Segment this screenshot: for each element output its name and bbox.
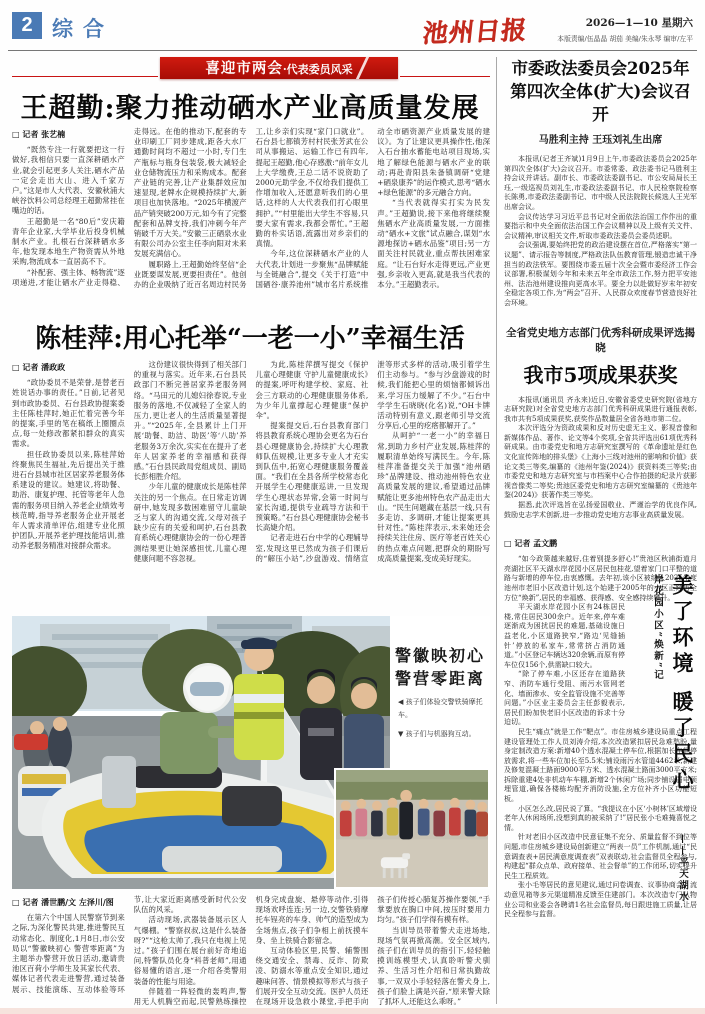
masthead-logo: 池州日报 bbox=[421, 15, 529, 48]
photo-caption-1: ◀ 孩子们体验交警铁骑摩托车。 bbox=[398, 698, 483, 719]
paragraph: 本报讯(通讯员 齐永来)近日,安徽省委党史研究院(省地方志研究院)对全省党史地方志部门优秀科研成果进行通报表彰,我市共有5项成果获奖,获奖作品数量居全省各地市第二位。 bbox=[504, 395, 697, 423]
paragraph: 今年,这位深耕硒水产业的人大代表,计划进一步聚焦“品牌赋能与全链融合”,提交《关于打造“中国硒谷·康养池州”城市名片系统推动全市硒资源产业质量发展的建议》。为了让建议更具操作性,他深入石台抽水蓄能电站项目现场,实地了解绿色能源与硒水产业的联动;再赴青阳县朱备镇调研“党建+硒泉康养”的运作模式,思考“硒水+绿色能源”的多元融合方向。 bbox=[255, 127, 490, 290]
vertical-title-main: 美了环境 暖了民心 bbox=[670, 574, 695, 795]
paragraph: 少年儿童的健康成长是陈桂萍关注的另一个焦点。在日常走访调研中,她发现多数困难留守儿童缺乏与家人的沟通交流,父母对孩子缺少应有的关爱和呵护,石台县教育系统心理健康协会的一份心理普测结果更让她深感担忧,儿童心理健康问题不容忽视。 bbox=[133, 482, 247, 563]
vertical-title-subtitle: ——平天湖水岸花园小区“焕新”记 bbox=[652, 574, 688, 903]
paragraph: 当训导员带着警犬走进场地,现场气氛再掀高潮。安全区域内,孩子们在训导员的指引下,轻轻触摸训练模型犬,认真聆听警犬驯养、生活习性介绍和日常执勤故事,一双双小手轻轻落在警犬身上,孩子们脸上满是兴奋,“原来警犬除了抓坏人,还能这么乖呀。” bbox=[377, 925, 490, 1007]
article2-headline: 陈桂萍:用心托举“一老一小”幸福生活 bbox=[35, 324, 465, 354]
right-article1-title-line1: 市委政法委员会2025年 bbox=[511, 59, 690, 78]
publication-date: 2026—1—10 星期六 bbox=[585, 17, 693, 29]
paragraph: 小区怎么改,居民说了算。“我提议在小区‘小树林’区域增设老年人休闲场所,没想到真的被采纳了!”居民张小毛难掩喜悦之情。 bbox=[504, 804, 697, 832]
paragraph: “当代表就得实打实为民发声。”王超勤说,接下来他将继续聚焦硒水产业高质量发展,一方面推动“硒水+文旅”试点融合,谋划“水源地探访+硒水品鉴”项目;另一方面关注村民就业,重点帮扶困难家庭。“让石台好水走得更远,产业更强,乡亲收入更高,就是我当代表的本分。”王超勤表示。 bbox=[377, 198, 490, 290]
paragraph: 记者走进石台中学的心理辅导室,发现这里已然成为孩子们课后的“解压小站”,沙盘游戏、情绪宣泄等形式多样的活动,吸引着学生们主动参与。“参与沙盘游戏的时候,我们能把心里的烦恼都倾诉出来,学习压力缓解了不少。”石台中学学生石晓晓(化名)说,“OH卡牌活动特别有意义,跟老师引导交流分享后,心里的疙瘩都解开了。” bbox=[255, 360, 490, 563]
paragraph: 活动现场,武器装备展示区人气爆棚。“警察叔叔,这是什么装备呀?”“这枪太帅了,我只在电视上见过。”孩子们围在展台前好奇地追问,特警队员化身“科普老师”,用通俗易懂的语言,逐一介绍各类警用装备的性能与用途。 bbox=[133, 915, 247, 986]
paragraph: “如今政策越来越好,住着别提多舒心!”贵池区秋浦街道月亮湖社区平天湖水岸花园小区居民包桂花,望着家门口平整的道路与新增的停车位,由衷感慨。去年初,该小区被纳入2025年度池州市老旧小区改造计划,这个始建于2005年的小区正经历全方位“焕新”,居民的幸福感、获得感、安全感持续攀升。 bbox=[504, 555, 697, 602]
paragraph: “既然专注一行就要把这一行做好,我相信只要一直深耕硒水产业,就会引起更多人关注,硒水产品一定会走出大山、进入千家万户。”这是市人大代表、安徽秋浦大峡谷饮料公司总经理王超勤常挂在嘴边的话。 bbox=[12, 145, 125, 216]
banner-line-right bbox=[400, 76, 490, 77]
right-article2-eyebrow: 全省党史地方志部门优秀科研成果评选揭晓 bbox=[506, 326, 695, 354]
photo-kids-robot-dog bbox=[334, 768, 490, 889]
page-bottom-strip bbox=[0, 1008, 705, 1014]
article1-byline: □ 记者 张艺楠 bbox=[12, 129, 66, 139]
right-article1-body bbox=[504, 155, 697, 309]
paragraph: 张小毛等居民的意见建议,通过问卷调查、议事协商会、流动意见箱等多元渠道精准反馈至住建部门。本次改造专门从物业公司和业委会各聘请1名社会监督员,每日跟进施工质量,让居民全程参与监督。 bbox=[504, 881, 697, 919]
paragraph: 这份建议很快得到了相关部门的重视与落实。近年来,石台县民政部门不断完善居家养老服务网络。“马田元的儿媳妇徐春说,专业服务的落地,不仅减轻了全家人的压力,更让老人的生活质量显著提升。”“2025年,全县累计上门开展‘助餐、助洁、助医’等‘八助’养老服务3万余次,实实在在提升了老年人居家养老的幸福感和获得感。”石台县民政局党组成员、副局长彭相胜介绍。 bbox=[133, 360, 247, 482]
paragraph: 提案提交后,石台县教育部门将县教育系统心理协会更名为石台县心理健康协会,持续扩大心理教师队伍规模,让更多专业人才充实到队伍中,拓宽心理健康服务覆盖面。“我们在全县各所学校常态化开展学生心理健康巡讲,一旦发现学生心理状态异常,会第一时间与家长沟通,提供专业疏导方法和干预策略。”石台县心理健康协会秘书长高婕介绍。 bbox=[255, 421, 369, 533]
paragraph: 民生“痛点”就是工作“靶点”。市住房城乡建设局重点工程建设管理处工作人员刘涛介绍,本次改造紧扣居民急难愁盼,量身定制改造方案:新增40个透水混凝土停车位,根据加长车辆停放需求,将一些车位加长至5.5米;铺设雨污水管道4462米,新建及修复混凝土路面9000平方米、透水混凝土路面3000平方米;拆除重建4处非机动车车棚,新增2个休闲广场;同步铺设弱电预埋管道,确保各楼栋均配齐消防设施,全方位补齐小区功能短板。 bbox=[504, 727, 697, 804]
photo-title-line2: 警营零距离 bbox=[394, 669, 485, 688]
paragraph: 担任政协委员以来,陈桂萍始终聚焦民生福祉,先后提出关于推进石台县城市社区居家养老服务体系建设的建议。她建议,将助餐、助浴、康复护理、托管等老年人急需的服务项目纳入养老企业绩效考核范畴,指导养老服务企业开展老年人需求清单评估,组建专业化照护团队,开展养老护理技能培训,推动养老服务精准对接群众需求。 bbox=[12, 449, 125, 551]
banner-main-text: 喜迎市两会 bbox=[205, 60, 283, 77]
right-article-awards bbox=[504, 325, 697, 521]
photo-story-body bbox=[12, 895, 490, 1008]
section-title: 综合 bbox=[52, 16, 114, 41]
paragraph: 据悉,此次评选旨在弘扬爱国敬业、严谨治学的优良作风,鼓励史志学术创新,进一步推动党史地方志事业高质量发展。 bbox=[504, 501, 697, 519]
column-divider bbox=[496, 57, 497, 1004]
staff-credits: 本版责编/伍晶晶 胡茄 美编/朱永琴 编审/左平 bbox=[557, 35, 693, 43]
photo-story-byline: □ 记者 潘世鹏/文 左泽川/图 bbox=[12, 897, 114, 907]
photo-side-panel bbox=[390, 616, 490, 772]
photo-caption-2: ▼ 孩子们与机器狗互动。 bbox=[398, 730, 476, 738]
right-column bbox=[504, 57, 697, 1007]
right-article-community bbox=[504, 538, 697, 920]
right-article3-vertical-title bbox=[648, 574, 697, 904]
paragraph: 本报讯(记者王齐斌)1月9日上午,市委政法委员会2025年第四次全体(扩大)会议召开。市委常委、政法委书记马胜利主持会议并讲话。副市长、市委政法委副书记、市公安局局长王珏,一级巡视员刘礼生,市委政法委副书记、市人民检察院检察长陈勇,市委政法委副书记、市中级人民法院院长候选人王光军出席会议。 bbox=[504, 155, 697, 211]
right-article3-mid bbox=[504, 603, 625, 728]
right-article2-body bbox=[504, 396, 697, 521]
paragraph: 在第六个中国人民警察节到来之际,为深化警民共建,推进警民互动常态化、制度化,1月8日,市公安局以“警徽映初心 警营零距离”为主题举办警营开放日活动,邀请贵池区百荷小学师生及其家长代表、媒体记者代表走进警营,通过装备展示、技能演练、互动体验等环节,让大家近距离感受新时代公安队伍的风采。 bbox=[12, 895, 247, 994]
photo-feature-block bbox=[12, 616, 490, 889]
right-article1-subtitle: 马胜利主持 王珏刘礼生出席 bbox=[538, 135, 663, 146]
photo-story-title bbox=[390, 644, 490, 690]
paragraph: 伴随着一阵轻微的轰鸣声,警用无人机腾空而起,民警熟练操控机身完成盘旋、悬停等动作,引得现场欢呼连连;另一边,交警铁骑摩托车锃亮的车身、帅气的造型成为全场焦点,孩子们争相上前抚摸车身、坐上铁骑合影留念。 bbox=[133, 895, 369, 1007]
header-rule bbox=[8, 50, 697, 51]
column-banner bbox=[160, 57, 398, 79]
paragraph: 履职路上,王超勤始终坚信“企业既要谋发展,更要担责任”。他创办的企业吸纳了近百名周边村民务工,让乡亲们实现“家门口就业”。石台县七都镇芳村村民张芳武在公司从事搬运、运输工作已有四年,提起王超勤,他心存感激:“前年女儿上大学缴费,王总二话不说资助了2000元助学金,不仅给我们提供工作增加收入,还愿意听我们的心里话,这样的人大代表我们打心眼里拥护。”“村里能出大学生不容易,只要大家有需求,我都会帮忙。”王超勤的朴实话语,流露出对乡亲们的真情。 bbox=[133, 127, 369, 290]
paragraph: 针对老旧小区改造中民意征集不充分、质量监督不到位等问题,市住房城乡建设局创新建立“两表一员”工作机制,通过“民意调查表+居民满意度调查表”双表联动,社会监督员全程参与,构建起“群众点单、政府接单、社会督单”的工作闭环,切实提升民生工程质效。 bbox=[504, 833, 697, 880]
paragraph: 为此,陈桂萍撰写提交《保护儿童心理健康 守护儿童健康成长》的提案,呼吁构建学校、家庭、社会三方联动的心理健康服务体系,为少年儿童撑起心理健康“保护伞”。 bbox=[255, 360, 369, 421]
article1-headline: 王超勤:聚力推动硒水产业高质量发展 bbox=[20, 93, 480, 124]
paragraph: 本次评选分为资政成果和反对历史虚无主义、影视音像和新媒体作品、著作、论文等4个奖项,全省共评选出61项优秀科研成果。由市委党史和地方志研究室撰写的《革命遗址是红色文化宣传阵地的排头堡》《上海小三线对池州的影响和价值》获论文类三等奖,编纂的《池州年鉴(2024)》获资料类三等奖;由市委党史和地方志研究室与市档案中心合作拍摄的纪录片获影视音像类二等奖;贵池区委党史和地方志研究室编纂的《贵池年鉴(2024)》获著作类三等奖。 bbox=[504, 424, 697, 500]
right-article-politics bbox=[504, 57, 697, 309]
paragraph: 会议传达学习习近平总书记对全面依法治国工作作出的重要指示和中央全面依法治国工作会议精神以及上级有关文件、会议精神,审议相关文件,听取市委政法委员会委员述职。 bbox=[504, 212, 697, 240]
right-article1-title bbox=[504, 57, 697, 126]
article2-byline: □ 记者 潘政政 bbox=[12, 362, 66, 372]
photo-title-line1: 警徽映初心 bbox=[394, 646, 485, 665]
banner-line-left bbox=[12, 76, 158, 77]
photo-sub-illustration bbox=[336, 770, 488, 887]
paragraph: “政协委员不是荣誉,是替老百姓说话办事的责任。”日前,记者见到市政协委员、石台县政协提案委主任陈桂萍时,她正忙着完善今年的提案,手里的笔在稿纸上圈圈点点,每一处修改都紧扣群众的真实需求。 bbox=[12, 378, 125, 449]
paragraph: “补配套、强主体、畅物流”逐项递进,才能让硒水产业走得稳、走得远。在他的推动下,配套的专业印刷工厂同步建成,距各大水厂通勤时间均不超过一小时,专门生产瓶标与瓶身包装袋,极大减轻企业仓储物流压力和采购成本。配套产业链的完善,让产业集群效应加速显现,老牌水企规模持续扩大,新项目也加快落地。“2025年横渡产品产销突破200万元,如今有了完整配套和品牌支持,我们冲刺今年产销破千万大关。”安徽三正硒泉水业有限公司办公室主任李向阳对未来发展充满信心。 bbox=[12, 127, 247, 287]
banner-sub-text: ·代表委员风采 bbox=[282, 63, 353, 76]
dateline bbox=[557, 15, 693, 43]
right-article2-title: 我市5项成果获奖 bbox=[523, 362, 678, 387]
page-number-badge: 2 bbox=[12, 12, 42, 39]
right-article3-byline: □ 记者 孟文鹏 bbox=[504, 538, 558, 549]
paragraph: 平天湖水岸花园小区有24栋居民楼,常住居民300余户。近年来,停车难逐渐成为困扰居民的难题,基础设施日益老化,小区道路狭窄,“路边‘见缝插针’停放的私家车,常常挤占消防通道。”小区登记车辆达320余辆,而原有停车位仅156个,供需缺口较大。 bbox=[504, 603, 625, 669]
paragraph: 王超勤是一名“80后”安庆籍青年企业家,大学毕业后投身机械制水产业。扎根石台深耕硒水多年,他发现本地生产物资需从外地采购,物流成本一直居高不下。 bbox=[12, 216, 125, 267]
paragraph: 互动体验区里,民警、辅警围绕交通安全、禁毒、反诈、防欺凌、防溺水等重点安全知识,通过趣味问答、情景模拟等形式与孩子们展开安全互动交流。医护人员还在现场开设急救小课堂,手把手向孩子们传授心肺复苏操作要领,“手掌要放在胸口中间,按压时要用力均匀。”孩子们学得有模有样。 bbox=[255, 895, 490, 1007]
article1-body bbox=[12, 127, 490, 301]
paragraph: “除了停车难,小区还存在道路狭窄、消防车通行受阻、雨污水管网老化、墙面渗水、安全监管设施不完善等问题。”小区业主委员会主任彭毅表示,居民们盼加快老旧小区改造的诉求十分迫切。 bbox=[504, 670, 625, 727]
article2-body bbox=[12, 360, 490, 612]
paragraph: 从呵护“一老一小”的幸福日常,到助力乡村产业发展,陈桂萍的履职清单始终写满民生。今年,陈桂萍准备提交关于加强“池州硒珍”品牌建设、推动池州特色农业高质量发展的建议,希望通过品牌赋能让更多池州特色农产品走出大山。“民生问题藏在基层一线,只有多走访、多调研,才能让提案更具针对性。”陈桂萍表示,未来她还会持续关注住房、医疗等老百姓关心的热点难点问题,把群众的期盼写成高质量提案,变成美好现实。 bbox=[377, 431, 490, 563]
right-article1-title-line2: 第四次全体(扩大)会议召开 bbox=[510, 82, 691, 124]
paragraph: 会议强调,要始终把党的政治建设摆在首位,严格落实“第一议题”、请示报告等制度,严格政法队伍教育管理,锻造忠诚干净担当的政法铁军。要围绕市委五届十次全会暨市委经济工作会议部署,积极谋划今年和未来五年全市政法工作,努力把平安池州、法治池州建设推向更高水平。要全力以赴做好岁末年初安全稳定各项工作,为“两会”召开、人民群众欢度春节营造良好社会环境。 bbox=[504, 241, 697, 307]
